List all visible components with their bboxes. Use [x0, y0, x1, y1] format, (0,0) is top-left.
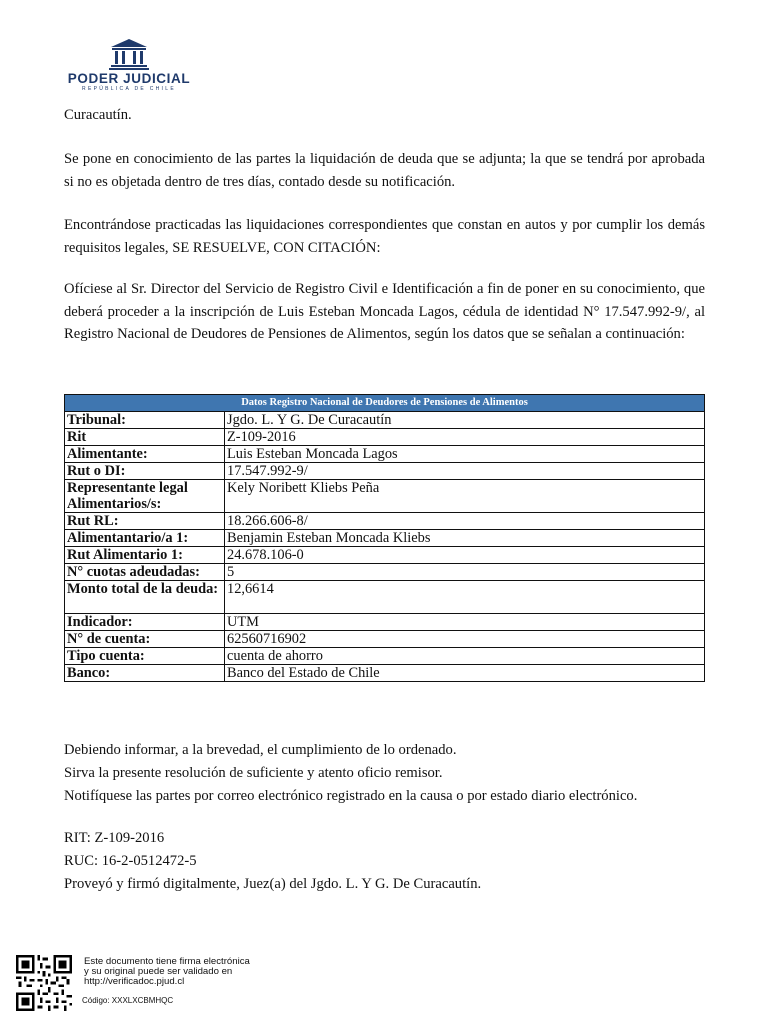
- paragraph-1: [64, 148, 705, 193]
- row-key: Monto total de la deuda:: [65, 581, 225, 614]
- row-key: Indicador:: [65, 614, 225, 631]
- row-value: Benjamin Esteban Moncada Kliebs: [225, 530, 705, 547]
- e-signature-line-1: Este documento tiene firma electrónica: [84, 956, 250, 967]
- place-text: Curacautín.: [64, 107, 132, 123]
- rit-line: RIT: Z-109-2016: [64, 830, 165, 846]
- row-key: Rut o DI:: [65, 463, 225, 480]
- row-value: cuenta de ahorro: [225, 648, 705, 665]
- row-key: Banco:: [65, 665, 225, 682]
- courthouse-icon: [107, 37, 151, 71]
- table-row: [65, 446, 705, 463]
- paragraph-1-text: Se pone en conocimiento de las partes la liquidación de deuda que se adjunta; la que se tendrá por aprobada si no es objetada dentro de tres días, contado desde su notificación.: [64, 151, 705, 190]
- paragraph-2-text: Encontrándose practicadas las liquidaciones correspondientes que constan en autos y por cumplir los demás requisitos legales, SE RESUELVE, CON CITACIÓN:: [64, 217, 705, 256]
- qr-code-icon: [16, 955, 72, 1011]
- row-value: 62560716902: [225, 631, 705, 648]
- table-row: [65, 631, 705, 648]
- closing-line-3: Notifíquese las partes por correo electrónico registrado en la causa o por estado diario electrónico.: [64, 788, 638, 804]
- row-key: Rut Alimentario 1:: [65, 547, 225, 564]
- verification-code: Código: XXXLXCBMHQC: [82, 996, 174, 1005]
- closing-line-2: Sirva la presente resolución de suficiente y atento oficio remisor.: [64, 765, 443, 781]
- row-value: 24.678.106-0: [225, 547, 705, 564]
- row-key: Rit: [65, 429, 225, 446]
- row-key: Alimentantario/a 1:: [65, 530, 225, 547]
- row-value: 5: [225, 564, 705, 581]
- table-row: [65, 547, 705, 564]
- table-row: [65, 564, 705, 581]
- row-value: 17.547.992-9/: [225, 463, 705, 480]
- table-row: [65, 463, 705, 480]
- row-value: Banco del Estado de Chile: [225, 665, 705, 682]
- debtor-data-table: [64, 394, 705, 682]
- e-signature-line-2: y su original puede ser validado en: [84, 966, 233, 977]
- table-row: [65, 412, 705, 429]
- row-key: N° de cuenta:: [65, 631, 225, 648]
- signature-line: Proveyó y firmó digitalmente, Juez(a) del Jgdo. L. Y G. De Curacautín.: [64, 876, 482, 892]
- verification-url[interactable]: http://verificadoc.pjud.cl: [84, 976, 185, 987]
- row-value: Z-109-2016: [225, 429, 705, 446]
- row-value: UTM: [225, 614, 705, 631]
- row-key: Alimentante:: [65, 446, 225, 463]
- row-key: Tipo cuenta:: [65, 648, 225, 665]
- table-row: [65, 530, 705, 547]
- ruc-line: RUC: 16-2-0512472-5: [64, 853, 197, 869]
- table-row: [65, 665, 705, 682]
- paragraph-2: [64, 214, 705, 259]
- table-row: [65, 429, 705, 446]
- paragraph-3: [64, 278, 705, 346]
- paragraph-3-text: Ofíciese al Sr. Director del Servicio de Registro Civil e Identificación a fin de poner en su conocimiento, que deberá proceder a la inscripción de Luis Esteban Moncada Lagos, cédula de identidad N° 17.547.992-9/, al Registro Nacional de Deudores de Pensiones de Alimentos, según los datos que se señalan a continuación:: [64, 281, 705, 342]
- closing-line-1: Debiendo informar, a la brevedad, el cumplimiento de lo ordenado.: [64, 742, 457, 758]
- table-row: [65, 648, 705, 665]
- brand-name: PODER JUDICIAL: [67, 71, 191, 86]
- place-line: [64, 104, 705, 127]
- row-key: Representante legal Alimentarios/s:: [65, 480, 225, 513]
- row-value: Jgdo. L. Y G. De Curacautín: [225, 412, 705, 429]
- table-title: Datos Registro Nacional de Deudores de Pensiones de Alimentos: [65, 395, 705, 412]
- row-key: N° cuotas adeudadas:: [65, 564, 225, 581]
- poder-judicial-logo: [63, 37, 195, 97]
- table-row: [65, 513, 705, 530]
- table-row: [65, 614, 705, 631]
- row-value: 12,6614: [225, 581, 705, 614]
- row-value: Luis Esteban Moncada Lagos: [225, 446, 705, 463]
- e-signature-notice: [84, 957, 250, 987]
- row-key: Rut RL:: [65, 513, 225, 530]
- row-value: Kely Noribett Kliebs Peña: [225, 480, 705, 513]
- row-value: 18.266.606-8/: [225, 513, 705, 530]
- table-row: [65, 480, 705, 513]
- row-key: Tribunal:: [65, 412, 225, 429]
- brand-subtitle: REPÚBLICA DE CHILE: [82, 86, 176, 92]
- table-row: [65, 581, 705, 614]
